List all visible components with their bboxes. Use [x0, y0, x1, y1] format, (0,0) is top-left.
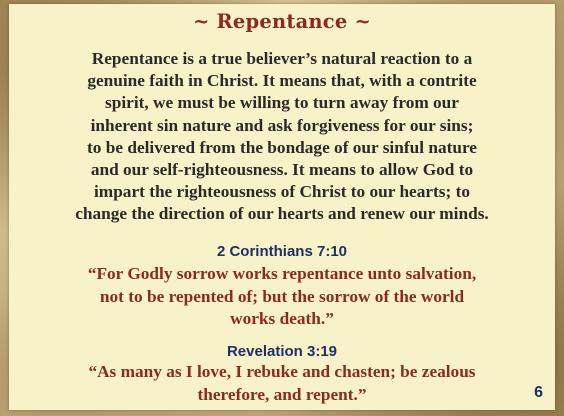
body-line: to be delivered from the bondage of our sinful nature: [87, 137, 477, 157]
quote-line: therefore, and repent.”: [197, 384, 367, 404]
body-line: genuine faith in Christ. It means that, with a contrite: [87, 71, 477, 91]
body-line: inherent sin nature and ask forgiveness for our sins;: [90, 115, 474, 135]
quote-line: works death.”: [230, 309, 334, 328]
scripture-quote: [9, 263, 555, 331]
quote-line: not to be repented of; but the sorrow of the world: [99, 286, 465, 306]
scripture-reference: Revelation 3:19: [226, 343, 338, 360]
body-paragraph: [9, 48, 555, 226]
quote-line: “For Godly sorrow works repentance unto salvation,: [87, 264, 477, 283]
slide-panel: [9, 4, 555, 410]
page-number: 6: [534, 384, 543, 401]
body-line: impart the righteousness of Christ to our hearts; to: [94, 182, 470, 202]
body-line: and our self-righteousness. It means to allow God to: [90, 160, 474, 180]
body-line: Repentance is a true believer’s natural reaction to a: [91, 49, 473, 68]
scripture-reference: 2 Corinthians 7:10: [216, 243, 348, 260]
body-line: spirit, we must be willing to turn away from our: [105, 93, 459, 113]
scripture-quote: [9, 361, 555, 406]
quote-line: “As many as I love, I rebuke and chasten; be zealous: [88, 362, 476, 381]
body-line: change the direction of our hearts and renew our minds.: [75, 204, 489, 224]
slide-title: ~ Repentance ~: [193, 10, 371, 33]
